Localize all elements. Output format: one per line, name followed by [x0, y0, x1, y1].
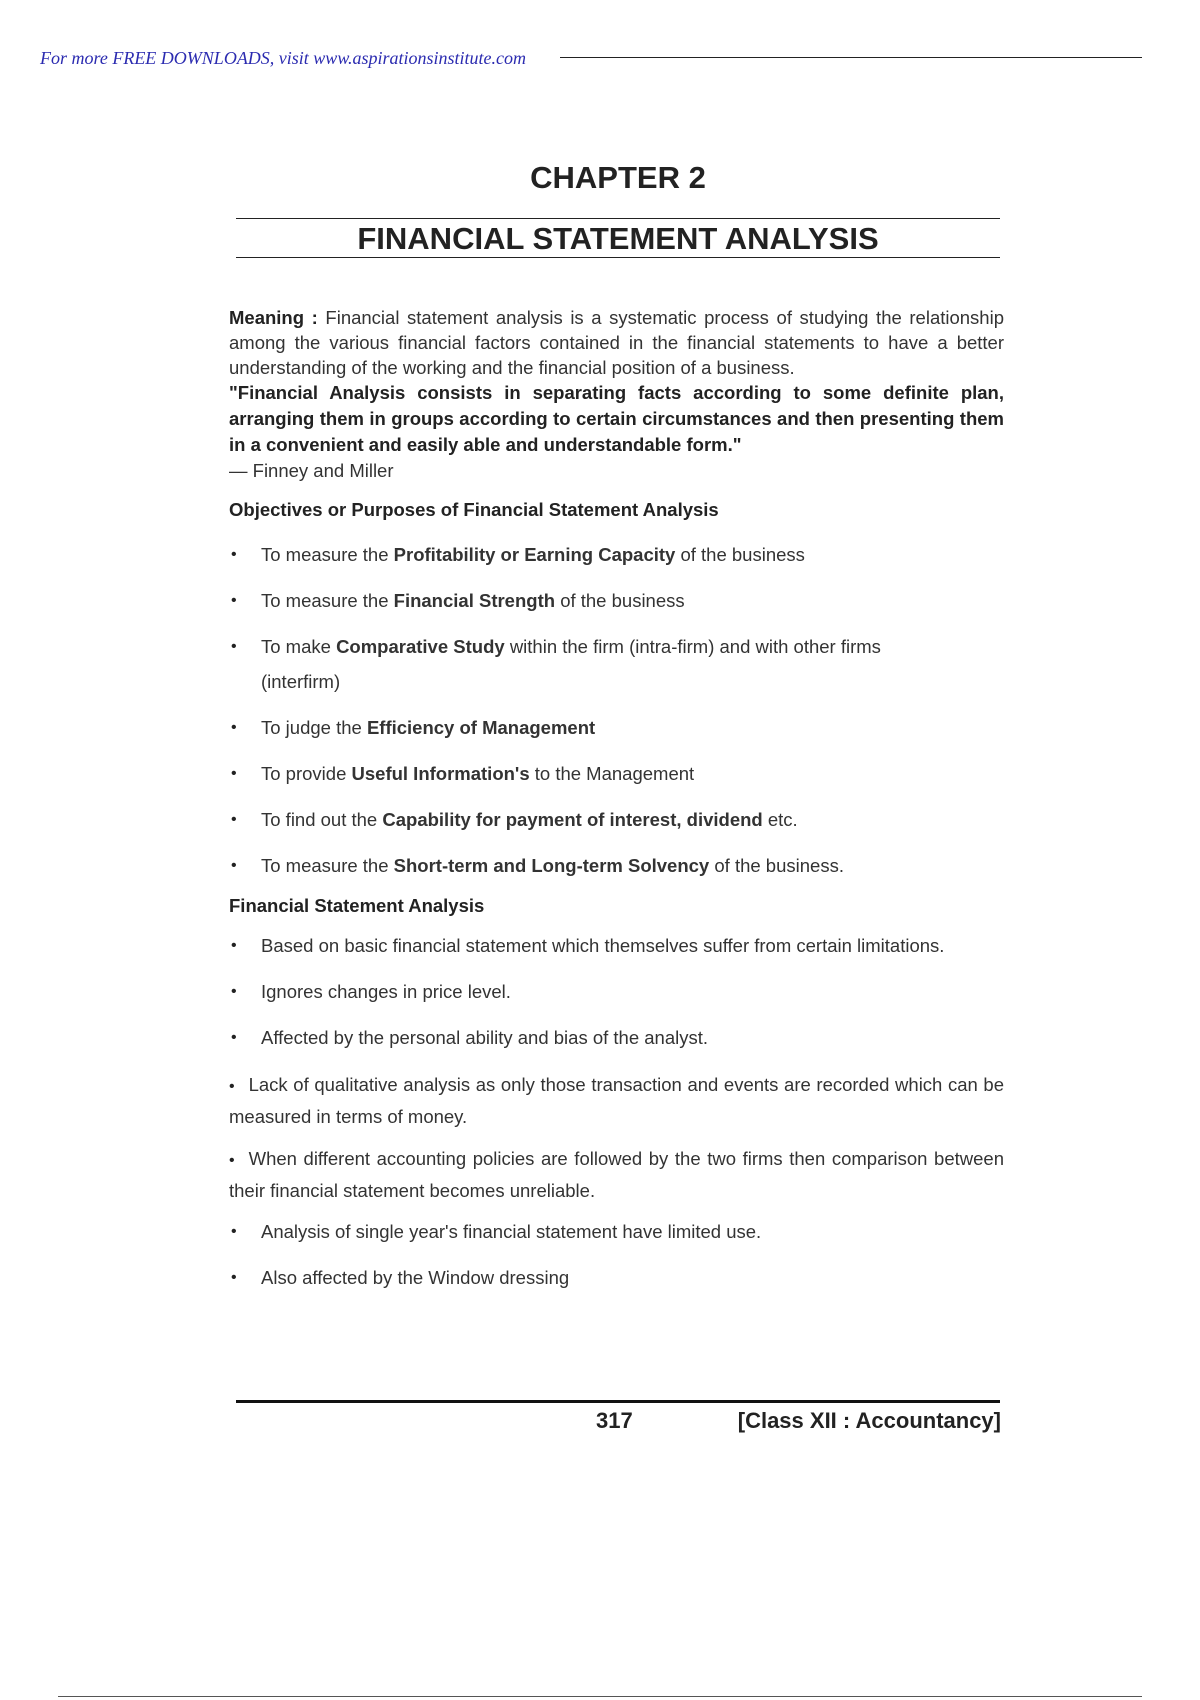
bullet-icon: •: [231, 719, 237, 736]
quote-attribution: — Finney and Miller: [229, 460, 394, 481]
meaning-text: Financial statement analysis is a systematic process of studying the relationship among the various financial factors contained in the financial statements to have a better understanding of the working and the financial position of a business.: [229, 307, 1004, 378]
meaning-label: Meaning :: [229, 307, 318, 328]
list-item: • To judge the Efficiency of Management: [229, 714, 1004, 741]
class-label: [Class XII : Accountancy]: [737, 1408, 1001, 1433]
objectives-list: [229, 541, 1004, 879]
list-item: • Ignores changes in price level.: [229, 978, 1004, 1005]
list-item: • To measure the Financial Strength of the business: [229, 587, 1004, 614]
meaning-paragraph: [229, 305, 1004, 380]
bullet-icon: •: [231, 546, 237, 563]
bullet-icon: •: [231, 857, 237, 874]
list-item: • To provide Useful Information's to the Management: [229, 760, 1004, 787]
bullet-icon: •: [229, 1078, 235, 1095]
list-item: • Analysis of single year's financial statement have limited use.: [229, 1218, 1004, 1245]
bullet-icon: •: [231, 765, 237, 782]
definition-quote: "Financial Analysis consists in separating facts according to some definite plan, arranging them in groups according to certain circumstances and then presenting them in a convenient and easily able and understandable form.": [229, 382, 1004, 455]
bullet-icon: •: [231, 592, 237, 609]
list-item: • Also affected by the Window dressing: [229, 1264, 1004, 1291]
list-item: • To make Comparative Study within the firm (intra-firm) and with other firms: [229, 633, 1004, 660]
title-top-rule: [236, 218, 1000, 219]
page-number: 317: [596, 1408, 633, 1433]
header-divider: [560, 57, 1142, 58]
chapter-label: CHAPTER 2: [530, 160, 706, 195]
objectives-heading: Objectives or Purposes of Financial Statement Analysis: [229, 499, 719, 520]
list-item: • To measure the Profitability or Earning Capacity of the business: [229, 541, 1004, 568]
bullet-icon: •: [231, 983, 237, 1000]
bullet-icon: •: [231, 811, 237, 828]
title-bottom-rule: [236, 257, 1000, 258]
list-item: • When different accounting policies are followed by the two firms then comparison between their financial statement becomes unreliable.: [229, 1148, 1004, 1201]
list-item: • To find out the Capability for payment of interest, dividend etc.: [229, 806, 1004, 833]
bullet-icon: •: [231, 1029, 237, 1046]
bullet-icon: •: [231, 638, 237, 655]
list-item: • To measure the Short-term and Long-term Solvency of the business.: [229, 852, 1004, 879]
bullet-icon: •: [229, 1152, 235, 1169]
document-body: [229, 305, 1004, 1291]
limitations-heading: Financial Statement Analysis: [229, 895, 485, 916]
page-bottom-rule: [58, 1696, 1142, 1697]
list-item: • Based on basic financial statement which themselves suffer from certain limitations.: [229, 932, 1004, 959]
chapter-title: FINANCIAL STATEMENT ANALYSIS: [357, 221, 879, 256]
list-item: • Lack of qualitative analysis as only those transaction and events are recorded which can be measured in terms of money.: [229, 1074, 1004, 1127]
bullet-icon: •: [231, 1269, 237, 1286]
bullet-icon: •: [231, 937, 237, 954]
list-item: • Affected by the personal ability and bias of the analyst.: [229, 1024, 1004, 1051]
footer-divider: [236, 1400, 1000, 1403]
limitations-list: [229, 932, 1004, 1291]
download-note: For more FREE DOWNLOADS, visit www.aspirationsinstitute.com: [40, 48, 526, 68]
list-item-continuation: (interfirm): [261, 671, 341, 692]
bullet-icon: •: [231, 1223, 237, 1240]
